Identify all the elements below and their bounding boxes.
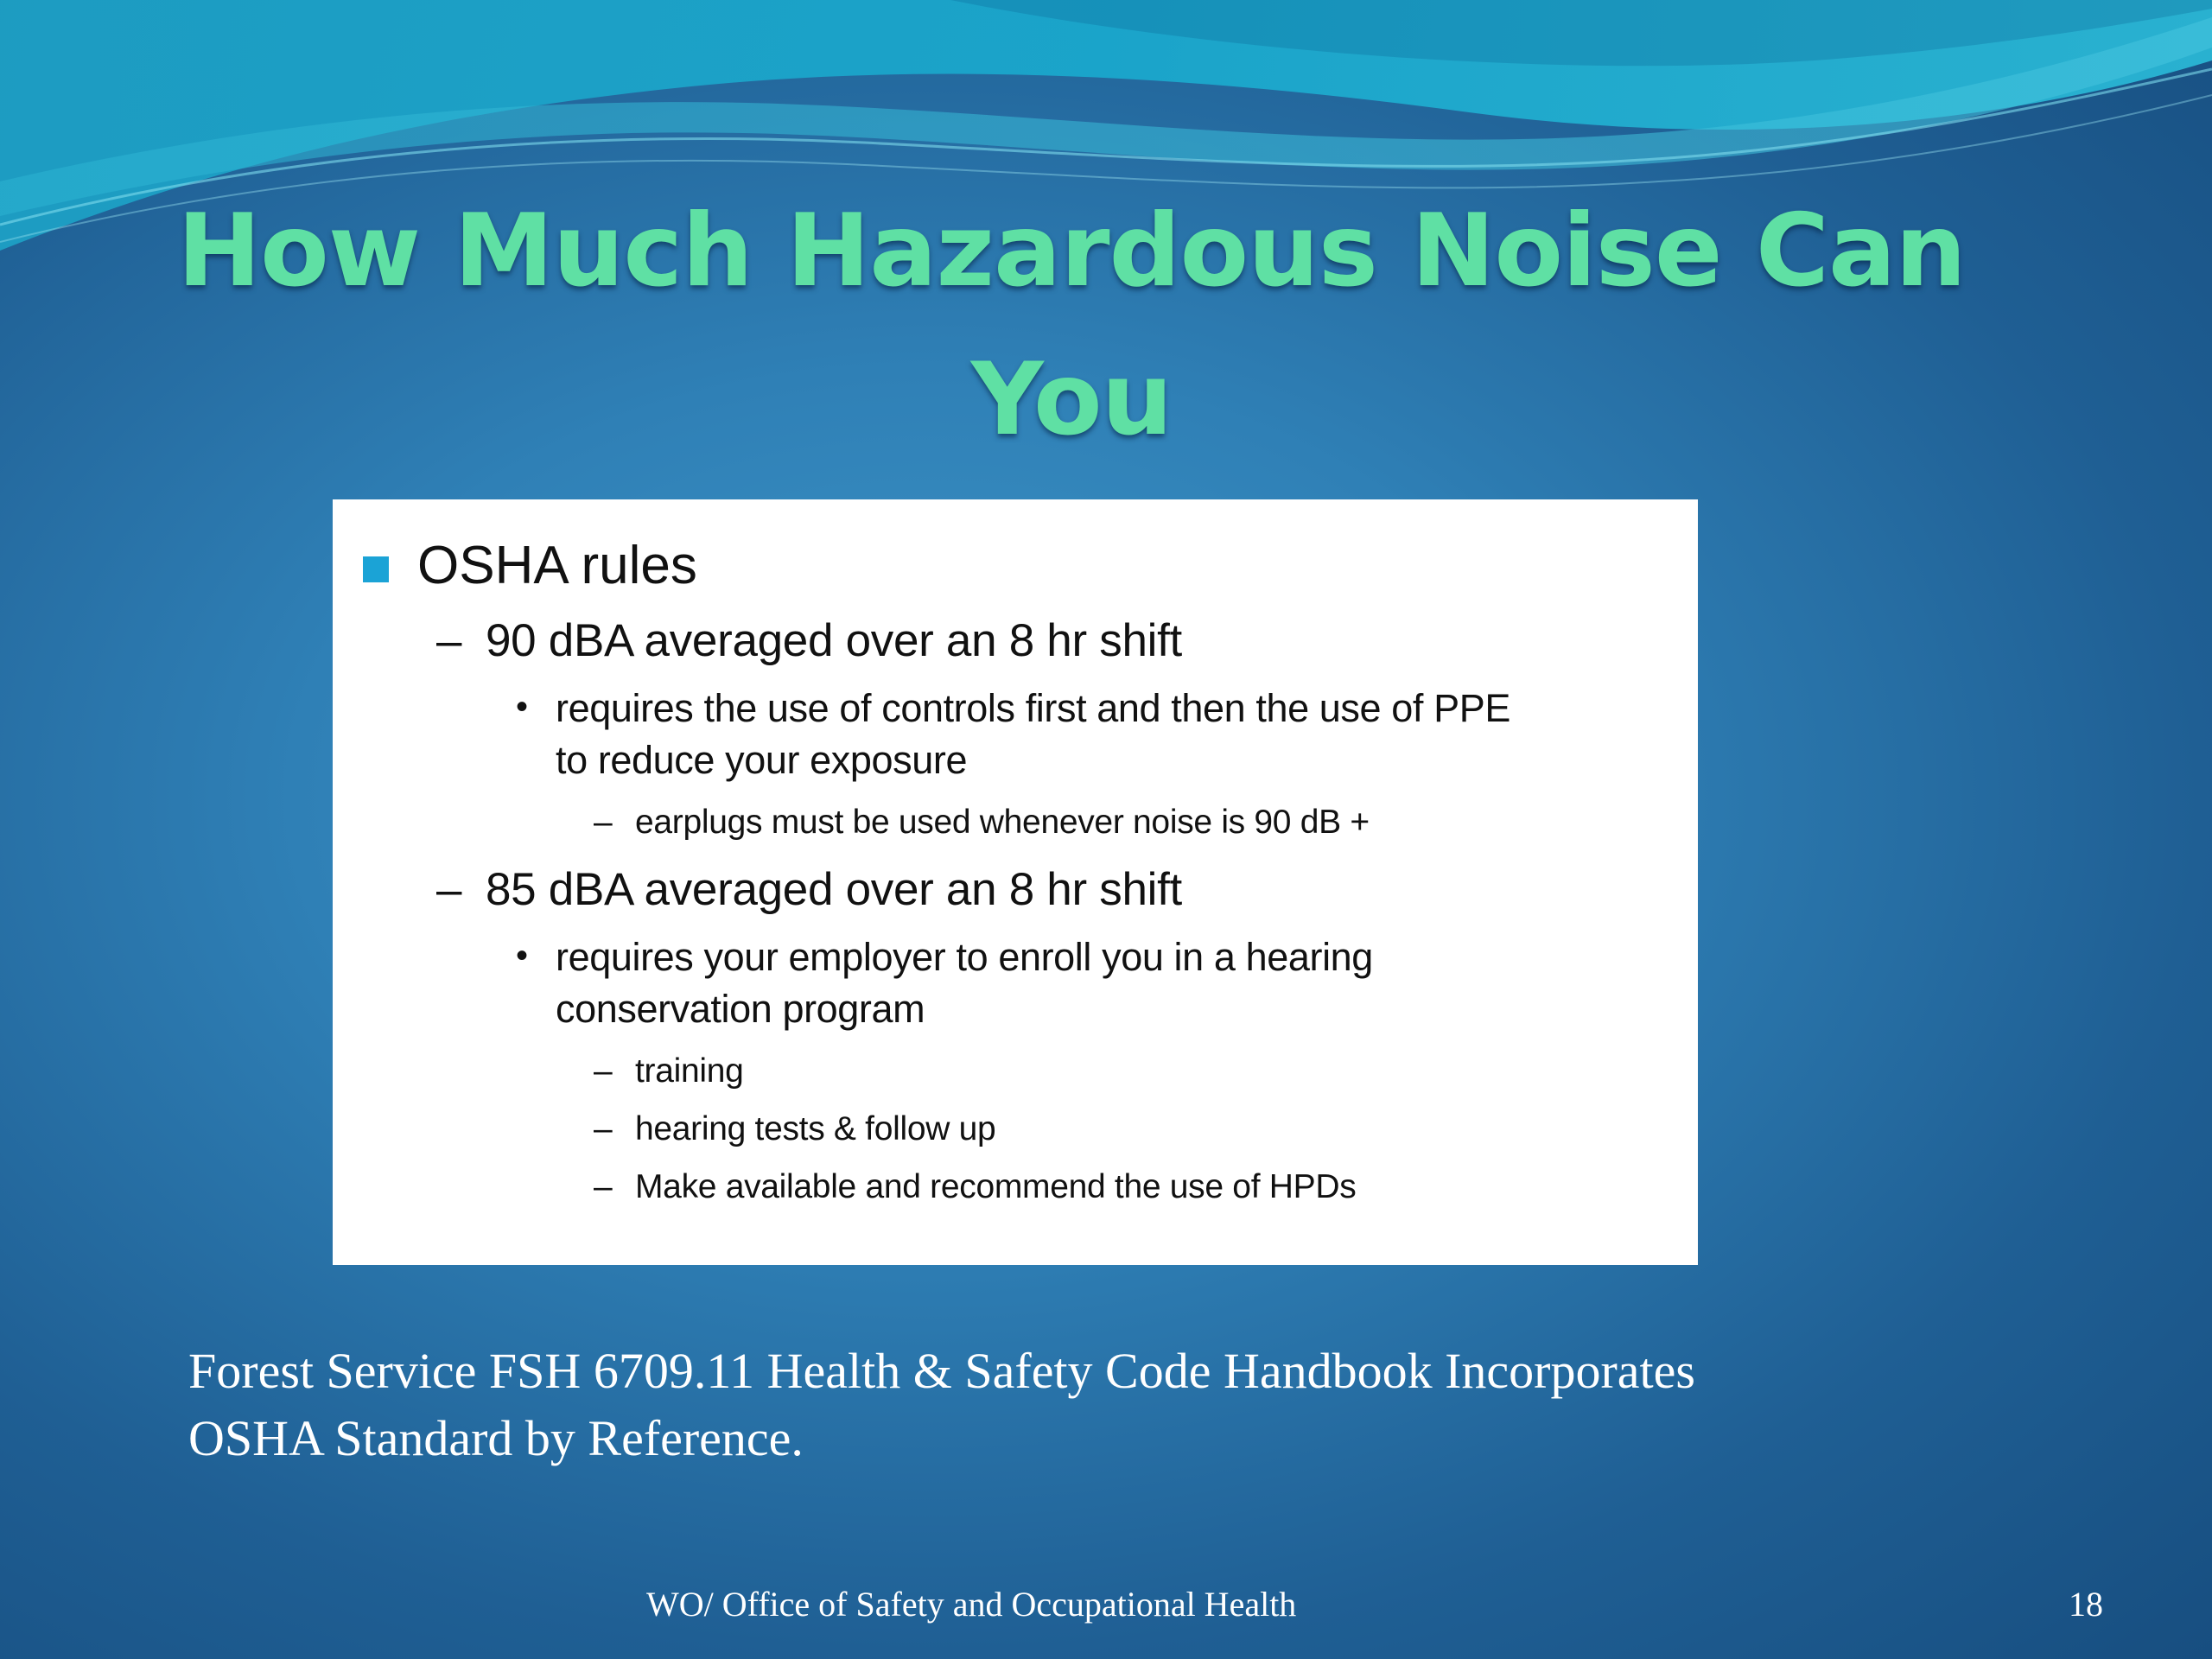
osha-rules-heading: OSHA rules (417, 536, 697, 595)
dash-bullet-icon: – (594, 1110, 613, 1147)
rule-90-earplugs: earplugs must be used whenever noise is 90 dB + (635, 804, 1370, 841)
slide-title-line-1: How Much Hazardous Noise Can You (177, 193, 1966, 458)
rule-85-hpds: Make available and recommend the use of HPDs (635, 1168, 1357, 1205)
osha-rules-box (333, 499, 1698, 1265)
rule-85-dba: 85 dBA averaged over an 8 hr shift (486, 864, 1182, 915)
dash-bullet-icon: – (594, 804, 613, 841)
dash-bullet-icon: – (436, 615, 462, 666)
rule-90-detail (556, 683, 1670, 786)
rule-90-detail-line-2: to reduce your exposure (556, 738, 968, 782)
rule-85-detail (556, 931, 1670, 1035)
footer-office-name: WO/ Office of Safety and Occupational Health (646, 1585, 1297, 1624)
slide-number: 18 (2069, 1585, 2103, 1624)
dash-bullet-icon: – (594, 1168, 613, 1205)
dash-bullet-icon: – (594, 1052, 613, 1090)
rule-90-dba: 90 dBA averaged over an 8 hr shift (486, 615, 1182, 666)
rule-85-hearing-tests: hearing tests & follow up (635, 1110, 996, 1147)
dash-bullet-icon: – (436, 864, 462, 915)
source-note (188, 1338, 2003, 1472)
source-note-line-1: Forest Service FSH 6709.11 Health & Safety Code Handbook Incorporates (188, 1343, 1695, 1399)
rule-90-detail-line-1: requires the use of controls first and then the use of PPE (556, 686, 1510, 730)
rule-85-detail-line-2: conservation program (556, 987, 925, 1031)
square-bullet-icon (363, 556, 389, 582)
rule-85-detail-line-1: requires your employer to enroll you in a hearing (556, 935, 1373, 979)
dot-bullet-icon: • (516, 688, 529, 726)
rule-85-training: training (635, 1052, 744, 1090)
dot-bullet-icon: • (516, 937, 529, 975)
source-note-line-2: OSHA Standard by Reference. (188, 1410, 804, 1466)
